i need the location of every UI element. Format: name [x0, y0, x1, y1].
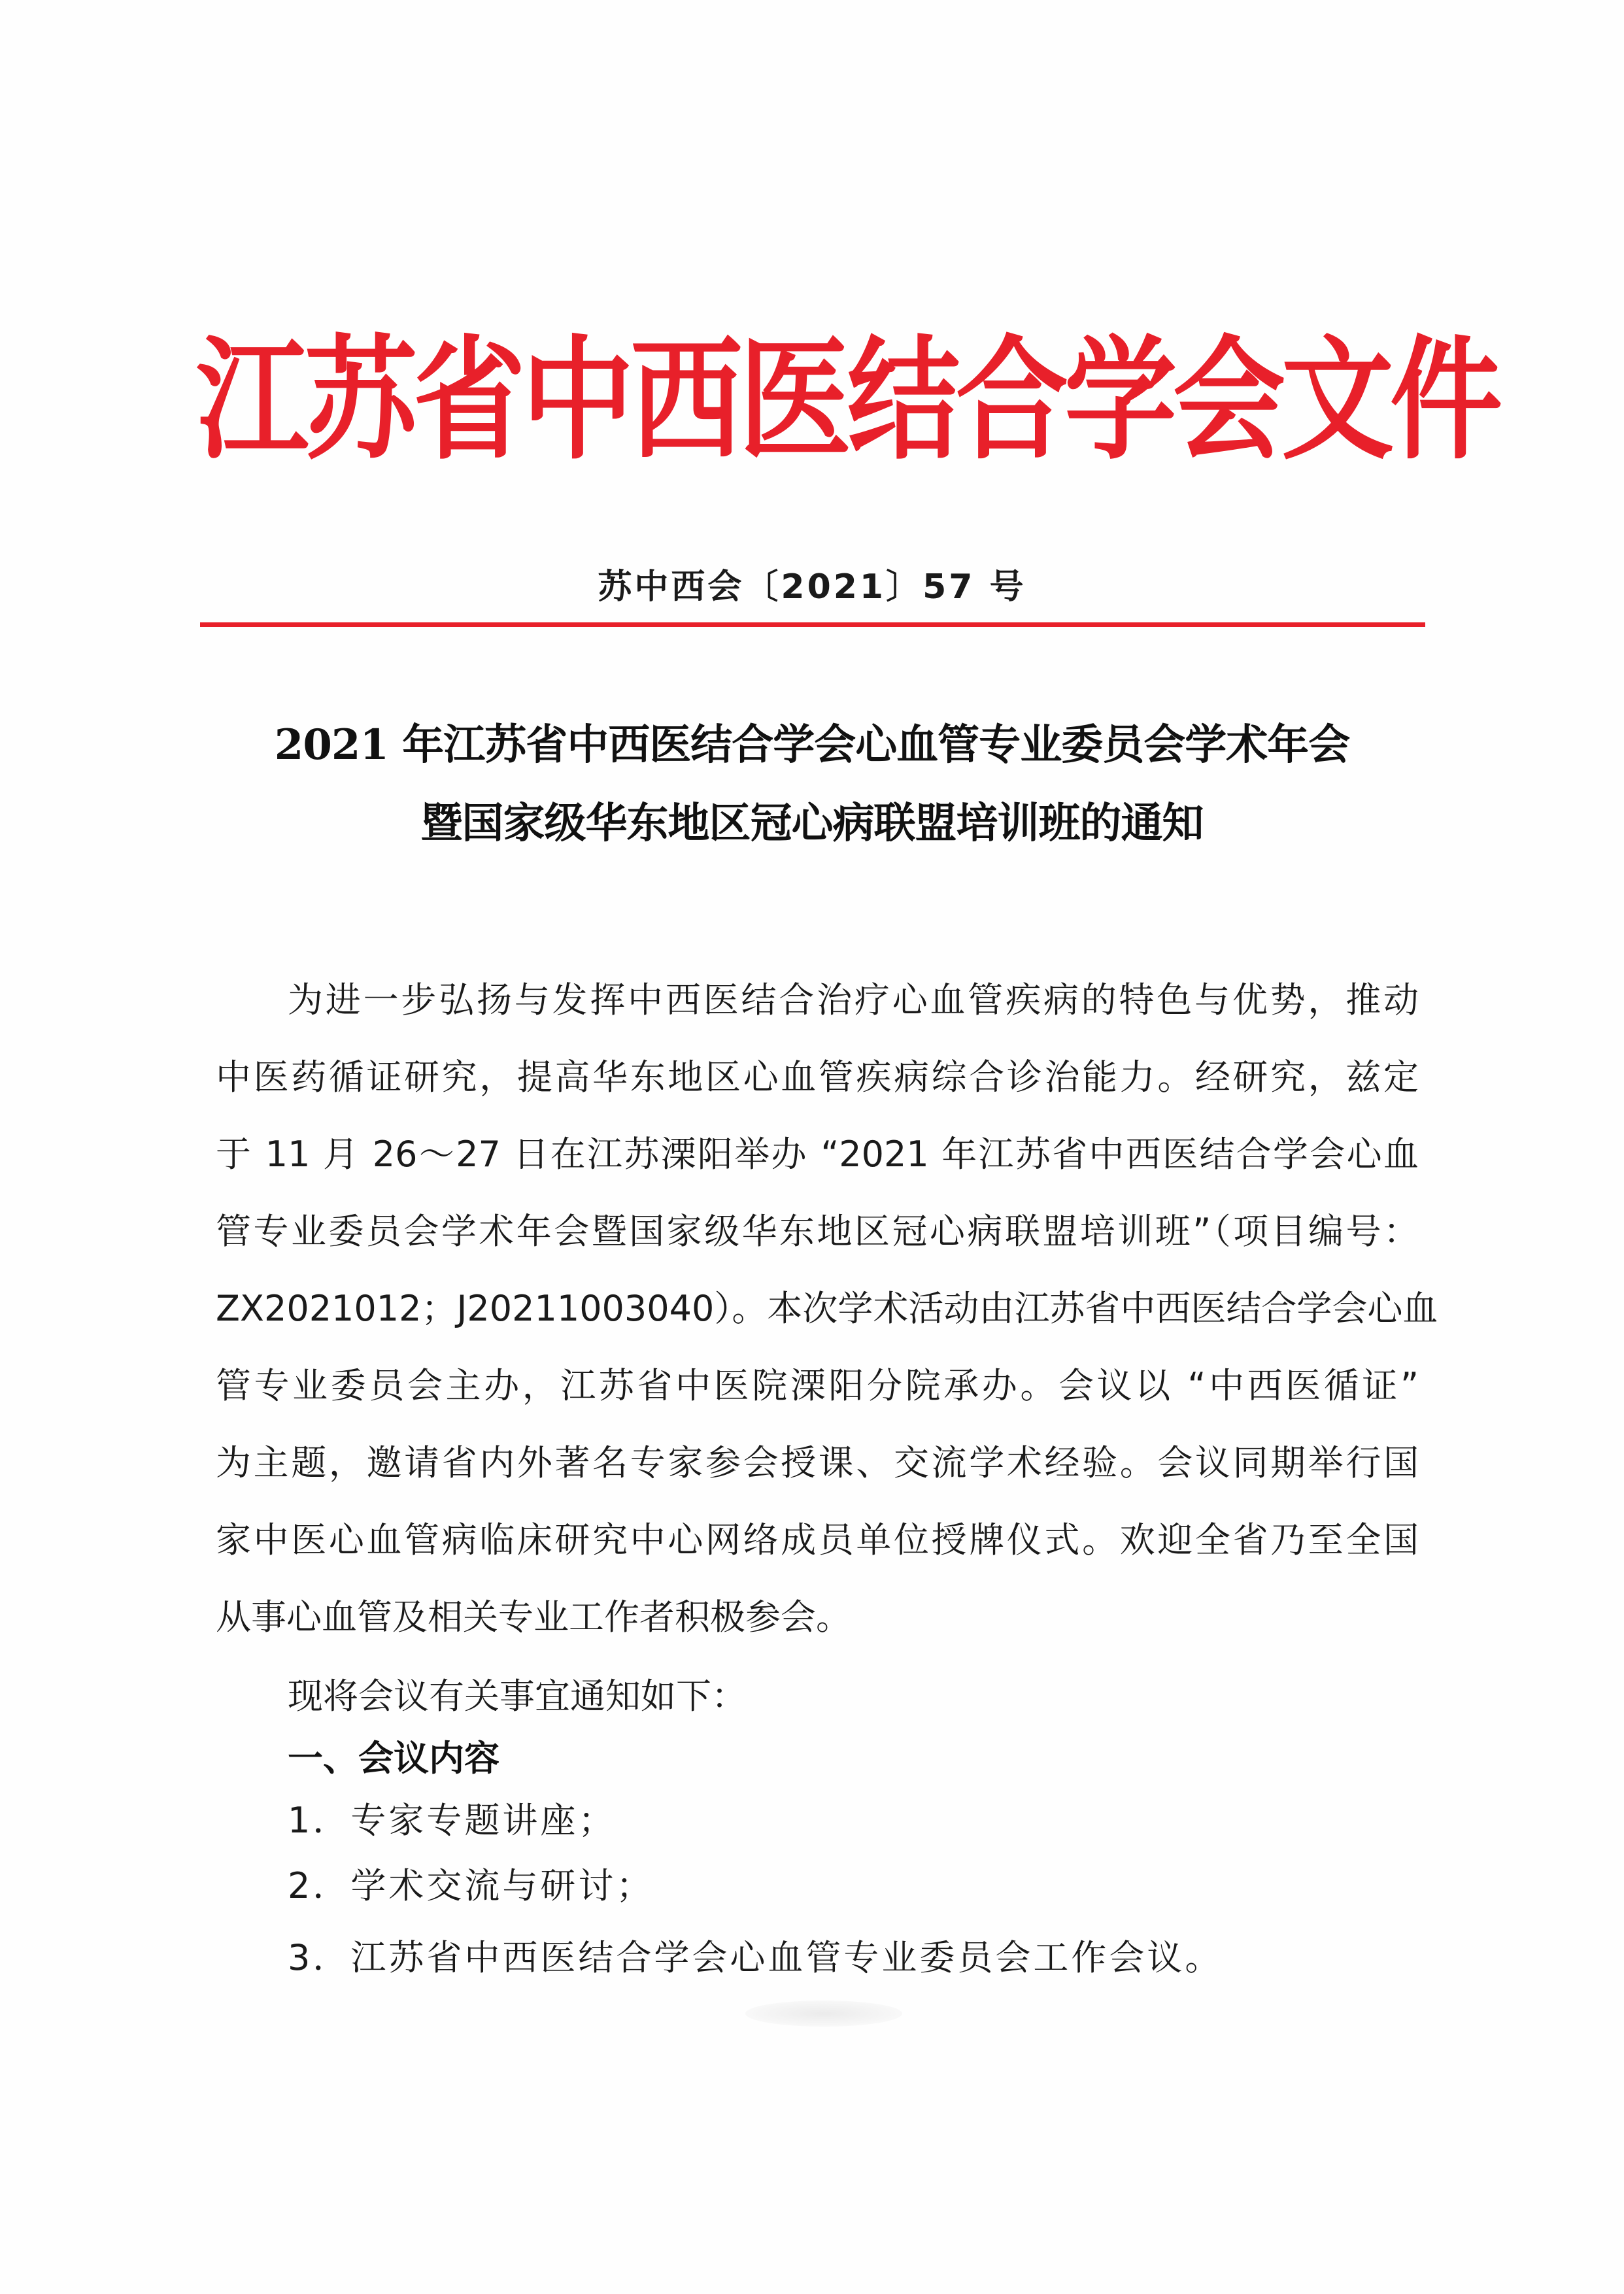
notice-title-line-1: 2021 年江苏省中西医结合学会心血管专业委员会学术年会	[274, 720, 1350, 769]
intro-sentence: 现将会议有关事宜通知如下：	[288, 1676, 747, 1717]
body-text-line: 家中医心血管病临床研究中心网络成员单位授牌仪式。欢迎全省乃至全国	[216, 1519, 1419, 1560]
notice-title-line-2: 暨国家级华东地区冠心病联盟培训班的通知	[420, 799, 1204, 848]
red-divider	[200, 622, 1425, 627]
masthead-title: 江苏省中西医结合学会文件	[196, 321, 1498, 478]
list-item: 1．专家专题讲座；	[288, 1800, 617, 1841]
list-item: 2．学术交流与研讨；	[288, 1865, 654, 1906]
body-text-line: 从事心血管及相关专业工作者积极参会。	[216, 1596, 851, 1638]
list-item: 3．江苏省中西医结合学会心血管专业委员会工作会议。	[288, 1937, 1223, 1978]
scan-smudge	[745, 2000, 902, 2027]
body-text-line: ZX2021012；J20211003040）。本次学术活动由江苏省中西医结合学会心血	[216, 1288, 1438, 1329]
body-text-line: 为进一步弘扬与发挥中西医结合治疗心血管疾病的特色与优势，推动	[288, 979, 1419, 1020]
body-text-line: 为主题，邀请省内外著名专家参会授课、交流学术经验。会议同期举行国	[216, 1442, 1419, 1483]
body-text-line: 于 11 月 26～27 日在江苏溧阳举办 “2021 年江苏省中西医结合学会心血	[216, 1134, 1419, 1175]
body-text-line: 中医药循证研究，提高华东地区心血管疾病综合诊治能力。经研究，兹定	[216, 1056, 1419, 1098]
body-text-line: 管专业委员会学术年会暨国家级华东地区冠心病联盟培训班”（项目编号：	[216, 1211, 1419, 1252]
document-number: 苏中西会〔2021〕57 号	[598, 567, 1026, 607]
body-text-line: 管专业委员会主办，江苏省中医院溧阳分院承办。会议以 “中西医循证”	[216, 1365, 1419, 1406]
section-heading: 一、会议内容	[288, 1738, 499, 1779]
